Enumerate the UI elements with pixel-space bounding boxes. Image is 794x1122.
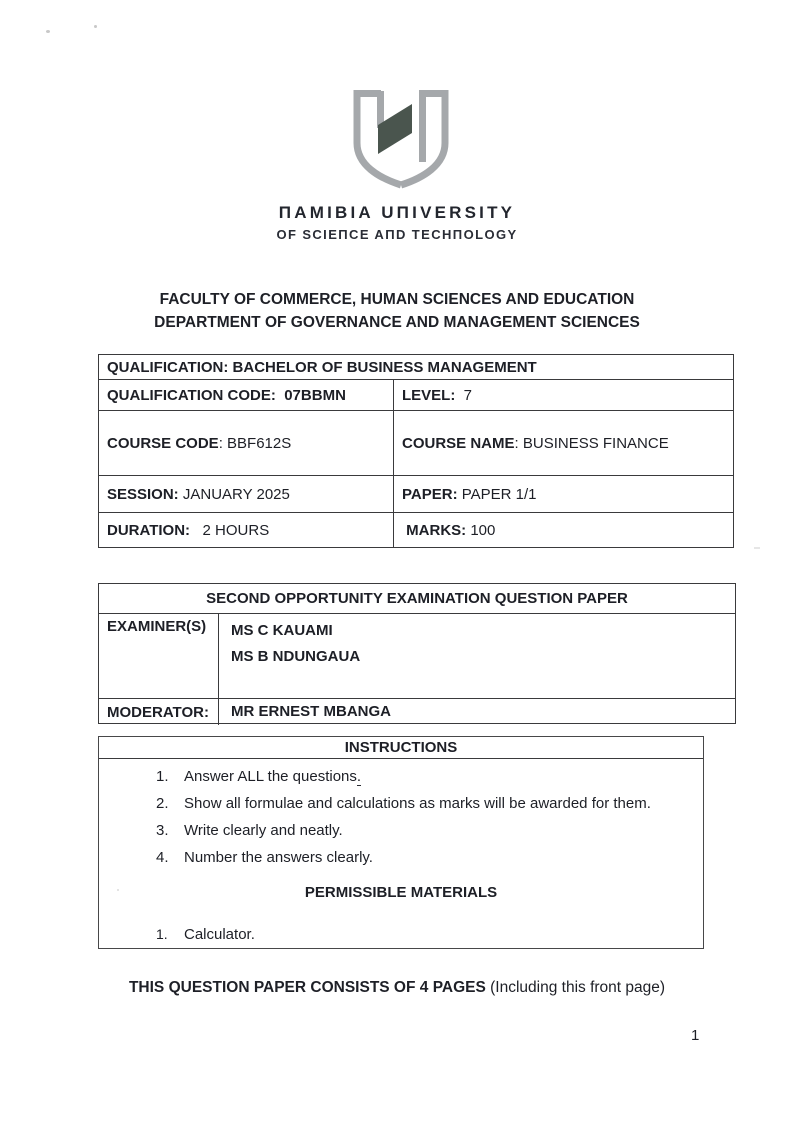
marks-cell — [393, 513, 733, 547]
duration-label: DURATION: — [107, 521, 203, 539]
duration-cell — [99, 513, 393, 547]
session-cell — [99, 476, 393, 512]
scan-speck — [754, 547, 760, 549]
paper-value: PAPER 1/1 — [461, 485, 537, 503]
instruction-text — [184, 767, 361, 786]
course-code-value: : BBF612S — [218, 434, 292, 452]
session-label: SESSION: — [107, 485, 183, 503]
moderator-name: MR ERNEST MBANGA — [231, 703, 391, 720]
marks-label: MARKS: — [402, 521, 471, 539]
page-count-note — [0, 979, 794, 997]
qualification-cell — [99, 355, 733, 379]
scan-speck — [94, 25, 97, 28]
course-info-table — [98, 354, 734, 548]
instruction-number: 4. — [156, 849, 169, 866]
instruction-item — [99, 848, 703, 867]
permissible-number: 1. — [156, 926, 168, 942]
instruction-text-body: Answer ALL the questions — [184, 768, 357, 785]
instructions-title: INSTRUCTIONS — [99, 737, 703, 759]
page-count-bold: THIS QUESTION PAPER CONSISTS OF 4 PAGES — [128, 979, 491, 996]
level-label: LEVEL: — [402, 386, 464, 404]
instruction-number: 1. — [156, 768, 169, 785]
permissible-item — [99, 925, 703, 944]
instruction-text: Write clearly and neatly. — [184, 822, 343, 839]
instruction-text: Number the answers clearly. — [184, 849, 373, 866]
level-value: 7 — [463, 386, 473, 404]
qualification-code-label: QUALIFICATION CODE: — [107, 386, 285, 404]
examiner-name: MS C KAUAMI — [231, 622, 333, 639]
level-cell — [393, 380, 733, 410]
page-number: 1 — [691, 1027, 700, 1044]
exam-paper-table — [98, 583, 736, 724]
examiners-names — [219, 614, 735, 698]
marks-value: 100 — [470, 521, 496, 539]
instruction-item — [99, 821, 703, 840]
university-shield-logo — [353, 87, 449, 189]
faculty-heading — [0, 288, 794, 334]
course-name-cell — [393, 411, 733, 475]
course-name-label: COURSE NAME — [402, 434, 515, 452]
examiners-label: EXAMINER(S) — [99, 614, 219, 698]
underlined-period: . — [356, 768, 362, 785]
instruction-text: Show all formulae and calculations as marks will be awarded for them. — [184, 795, 651, 812]
page-count-normal: (Including this front page) — [490, 979, 666, 996]
university-wordmark-subline: OF SCIEΠCE AΠD TECHΠOLOGY — [276, 227, 518, 242]
instruction-number: 2. — [156, 795, 169, 812]
paper-label: PAPER: — [402, 485, 462, 503]
qualification-code-value: 07BBMN — [284, 386, 346, 404]
course-code-cell — [99, 411, 393, 475]
examiner-name: MS B NDUNGAUA — [231, 648, 361, 665]
qualification-value: BACHELOR OF BUSINESS MANAGEMENT — [232, 358, 537, 376]
qualification-label: QUALIFICATION: — [107, 358, 233, 376]
department-line: DEPARTMENT OF GOVERNANCE AND MANAGEMENT SCIENCES — [154, 314, 640, 331]
permissible-materials-title: PERMISSIBLE MATERIALS — [304, 884, 498, 901]
session-value: JANUARY 2025 — [182, 485, 290, 503]
instruction-number: 3. — [156, 822, 169, 839]
duration-value: 2 HOURS — [202, 521, 270, 539]
scan-speck — [46, 30, 50, 33]
instructions-box — [98, 736, 704, 949]
qualification-code-cell — [99, 380, 393, 410]
faculty-line: FACULTY OF COMMERCE, HUMAN SCIENCES AND EDUCATION — [159, 291, 635, 308]
university-wordmark: ΠAMIBIA UΠIVERSITY — [278, 203, 516, 222]
exam-paper-title: SECOND OPPORTUNITY EXAMINATION QUESTION PAPER — [99, 584, 735, 614]
instruction-item — [99, 794, 703, 813]
course-name-value: : BUSINESS FINANCE — [514, 434, 669, 452]
paper-cell — [393, 476, 733, 512]
instruction-item — [99, 767, 703, 786]
permissible-text: Calculator. — [184, 926, 255, 943]
moderator-label: MODERATOR: — [99, 699, 219, 725]
course-code-label: COURSE CODE — [107, 434, 219, 452]
